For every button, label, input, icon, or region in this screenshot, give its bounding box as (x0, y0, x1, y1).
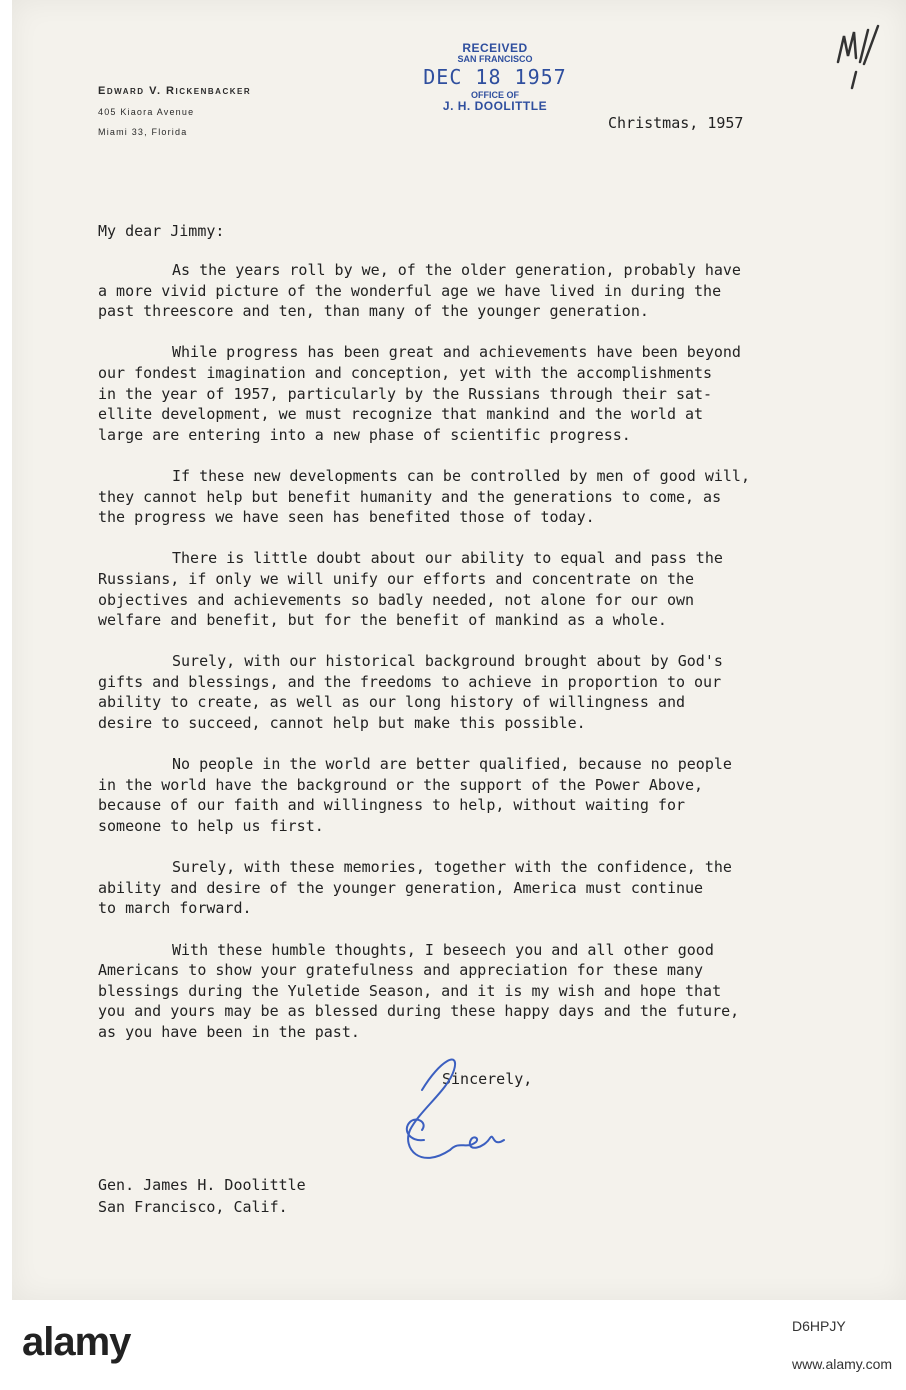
letter-body (98, 260, 858, 1063)
letterhead (98, 80, 251, 142)
recipient-location: San Francisco, Calif. (98, 1198, 288, 1216)
letterhead-city: Miami 33, Florida (98, 127, 188, 137)
paragraph-4: There is little doubt about our ability to equal and pass the Russians, if only we will unify our efforts and concentrate on the objectives and achievements so badly needed, not alone for our own welfare and benefit, but for the benefit of mankind as a whole. (98, 549, 723, 630)
watermark-bar (0, 1300, 906, 1390)
paragraph-8: With these humble thoughts, I beseech you and all other good Americans to show your gratefulness and appreciation for these many blessings during the Yuletide Season, and it is my wish and hope that you and yours may be as blessed during these happy days and the future, as you have been in the past. (98, 940, 740, 1041)
paragraph-5: Surely, with our historical background brought about by God's gifts and blessings, and the freedoms to achieve in proportion to our ability to create, as well as our long history of willingness and desire to succeed, cannot help but make this possible. (98, 652, 723, 733)
watermark-url: www.alamy.com (792, 1356, 893, 1372)
stamp-office-of: OFFICE OF (471, 90, 519, 100)
letterhead-street: 405 Kiaora Avenue (98, 107, 195, 117)
paragraph-6: No people in the world are better qualified, because no people in the world have the background or the support of the Power Above, because of our faith and willingness to help, without waiting for someone to help us first. (98, 755, 732, 836)
recipient-block (98, 1174, 306, 1218)
handwritten-initials-icon (826, 22, 886, 92)
recipient-name: Gen. James H. Doolittle (98, 1176, 306, 1194)
stamp-office-name: J. H. DOOLITTLE (442, 99, 548, 113)
paragraph-3: If these new developments can be controlled by men of good will, they cannot help but benefit humanity and the generations to come, as the progress we have seen has benefited those of today. (98, 466, 750, 527)
alamy-logo: alamy (22, 1320, 131, 1364)
closing: Sincerely, (442, 1070, 533, 1088)
paragraph-7: Surely, with these memories, together with the confidence, the ability and desire of the younger generation, America must continue to march forward. (98, 858, 732, 918)
letterhead-name: Edward V. Rickenbacker (98, 85, 252, 97)
received-stamp (415, 42, 575, 113)
salutation: My dear Jimmy: (98, 222, 225, 240)
stamp-city: SAN FRANCISCO (457, 54, 533, 64)
image-id: D6HPJY (792, 1318, 846, 1334)
stamp-received: RECEIVED (462, 41, 528, 55)
paragraph-1: As the years roll by we, of the older generation, probably have a more vivid picture of the wonderful age we have lived in during the past threescore and ten, than many of the younger generation. (98, 261, 741, 321)
stamp-date: DEC 18 1957 (423, 65, 567, 89)
paragraph-2: While progress has been great and achievements have been beyond our fondest imagination and conception, yet with the accomplishments in the year of 1957, particularly by the Russians through their sat- ellite development, we must recognize that mankind and the world at large are entering into a new phase of scientific progress. (98, 343, 741, 444)
letter-date: Christmas, 1957 (608, 114, 744, 132)
signature-icon (380, 1030, 510, 1180)
